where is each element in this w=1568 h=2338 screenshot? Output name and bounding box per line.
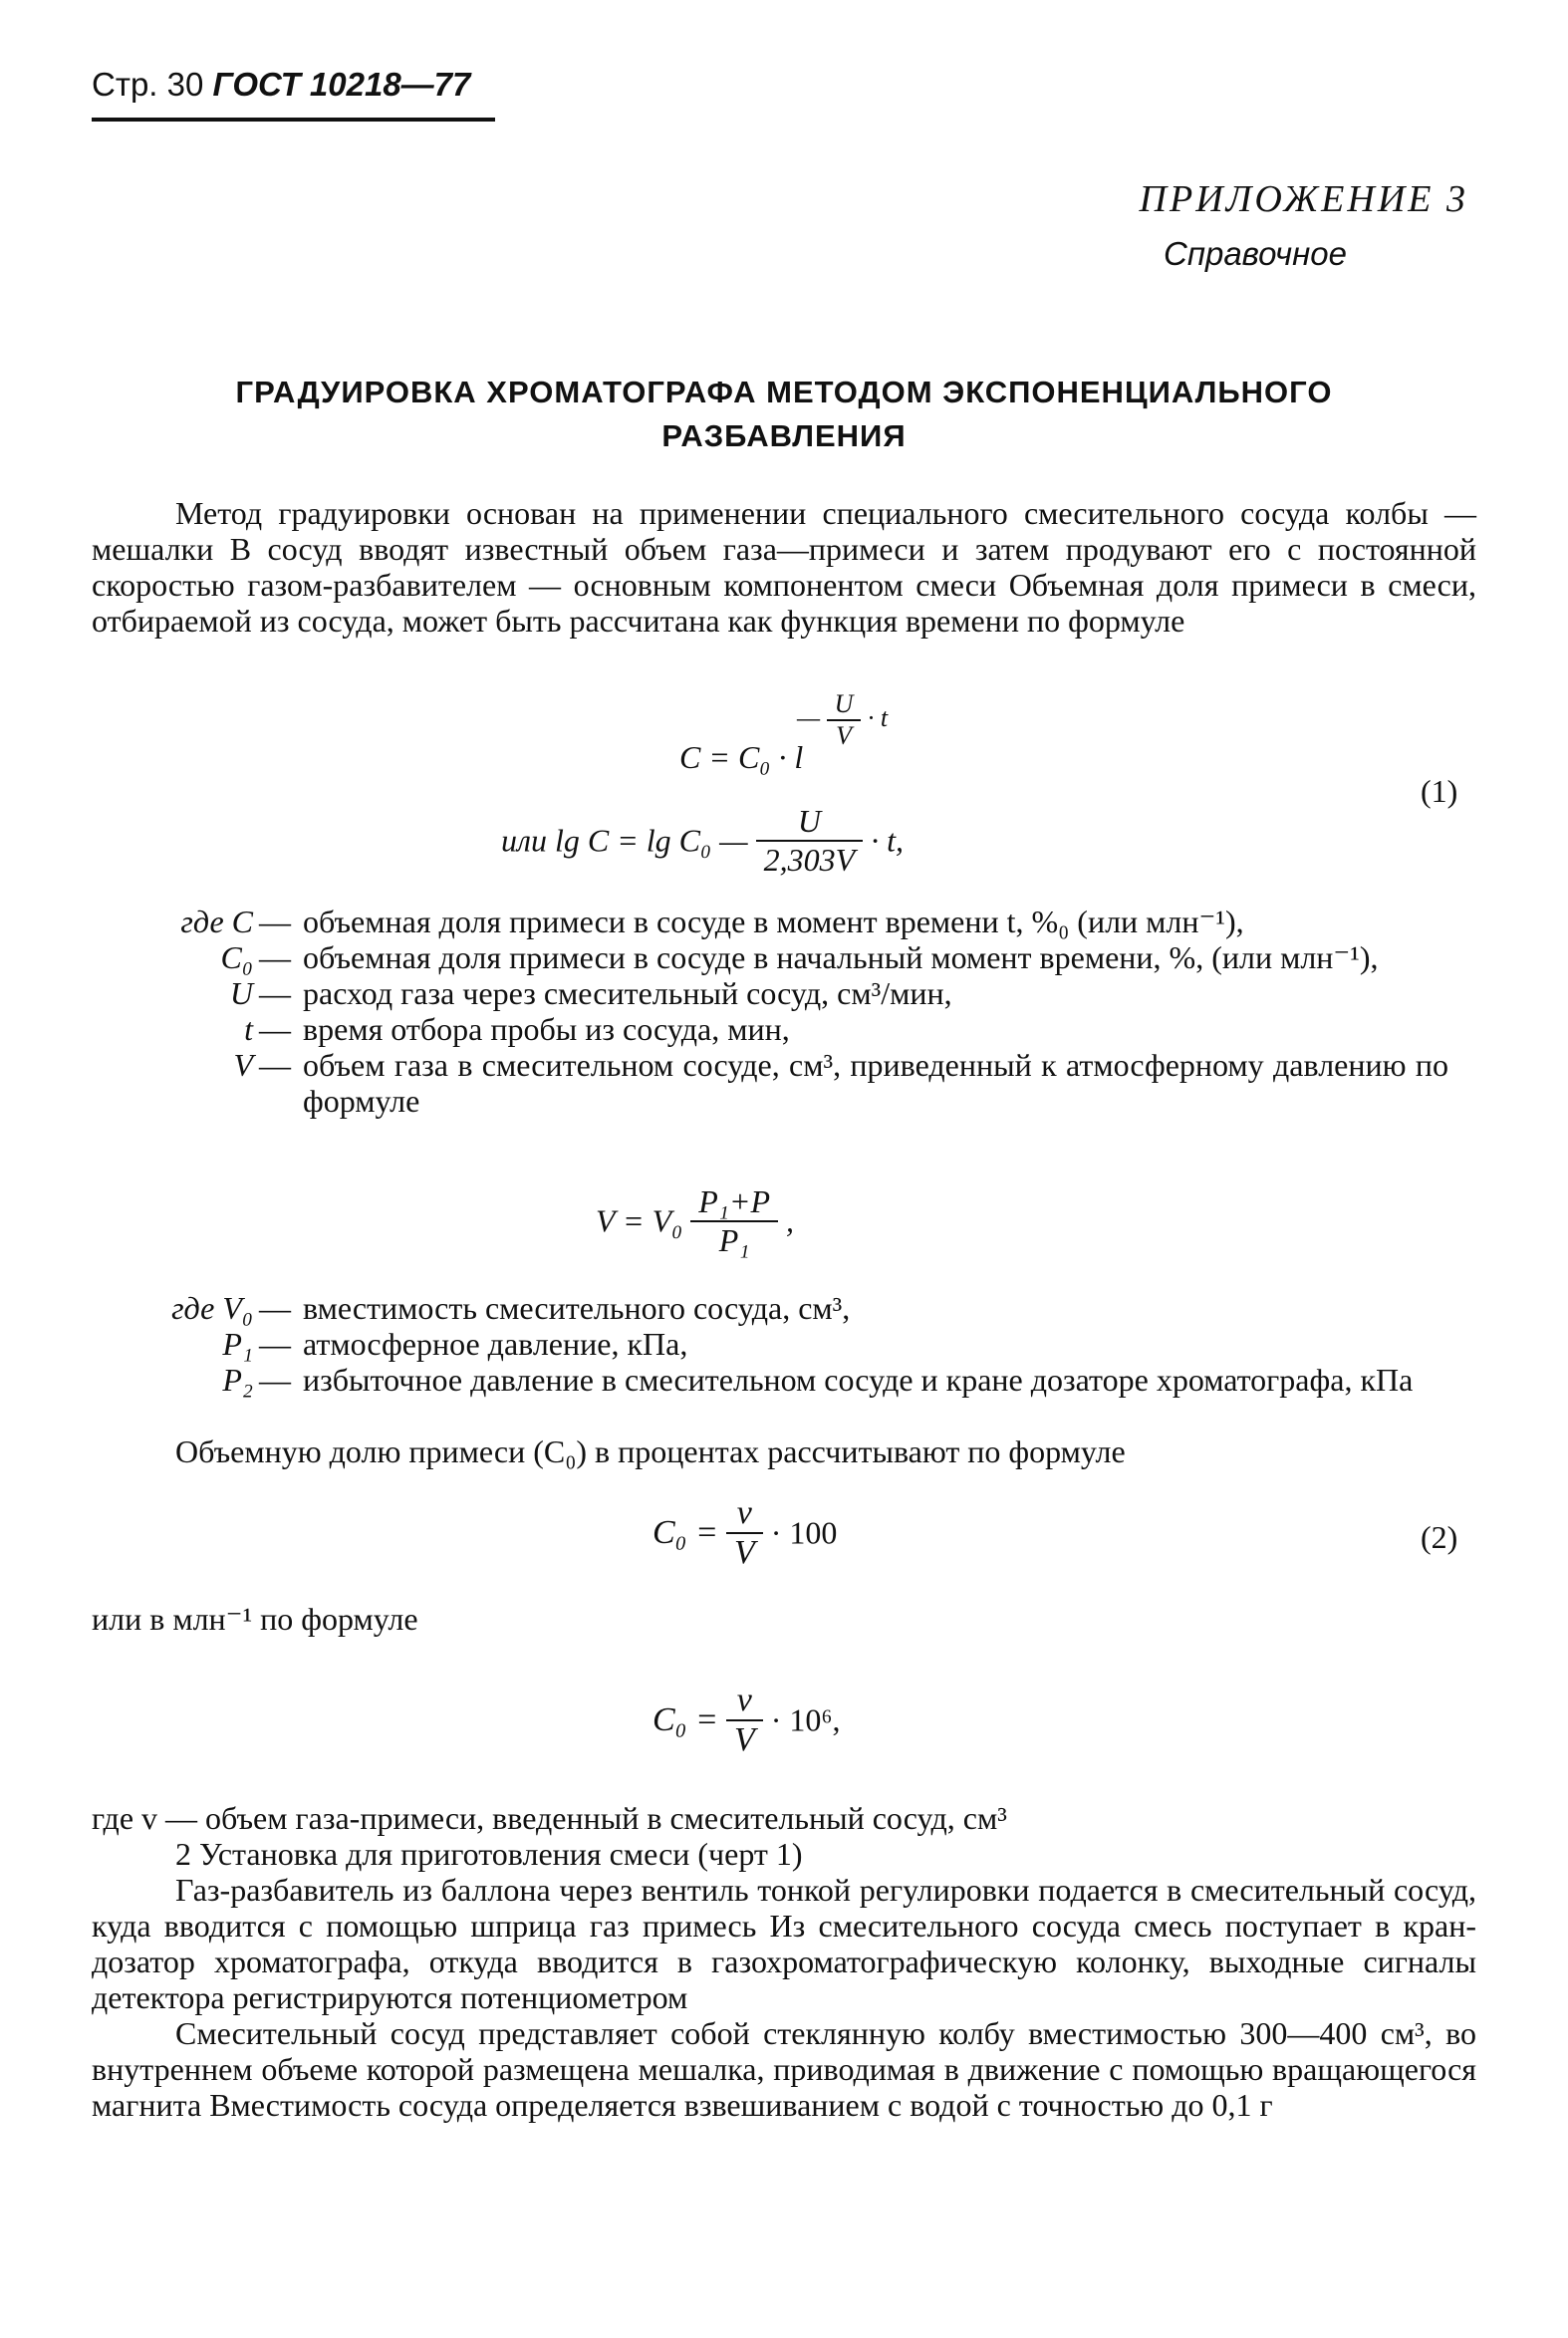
section-2-paragraph-2-text: Смесительный сосуд представляет собой стеклянную колбу вместимостью 300—400 см³, во внутреннем объеме которой размещена мешалка, приводимая в движение с помощью вращающегося магнита Вместимость сосуда определяется взвешиванием с водой с точностью до 0,1 г xyxy=(92,2015,1476,2123)
formula-v-num: P₁+P xyxy=(690,1183,778,1222)
appendix-subtitle: Справочное xyxy=(1163,235,1347,272)
v-definition: где v — объем газа-примеси, введенный в смесительный сосуд, см³ xyxy=(92,1800,1007,1836)
formula-2-num: v xyxy=(726,1494,763,1534)
formula-2-suffix: · 100 xyxy=(770,1514,838,1551)
formula-2-lhs: C₀ = xyxy=(653,1514,718,1551)
formula-3-num: v xyxy=(726,1682,763,1721)
formula-1-alt-den: 2,303V xyxy=(763,842,856,878)
definition-row: P₁ — атмосферное давление, кПа, xyxy=(222,1326,688,1362)
formula-3-den: V xyxy=(733,1721,755,1758)
section-heading xyxy=(0,371,1568,458)
definitions-1 xyxy=(155,904,1448,1119)
formula-1-number: (1) xyxy=(1421,773,1458,809)
definition-row: где V₀ — вместимость смесительного сосуда, см³, xyxy=(171,1290,851,1326)
page-header xyxy=(92,66,470,104)
definitions-2 xyxy=(141,1290,1448,1398)
standard-number: ГОСТ 10218—77 xyxy=(212,66,471,103)
formula-2 xyxy=(653,1494,837,1572)
formula-1-exp-t: · t xyxy=(867,702,889,732)
definition-row: C₀ — объемная доля примеси в сосуде в начальный момент времени, %, (или млн⁻¹), xyxy=(220,939,1379,975)
formula-1-lhs: C = C₀ · l xyxy=(679,739,804,775)
formula-v xyxy=(596,1183,794,1259)
intro-paragraph xyxy=(92,495,1476,639)
formula-3 xyxy=(653,1682,841,1759)
definition-row: где C — объемная доля примеси в сосуде в момент времени t, %₀ (или млн⁻¹), xyxy=(180,904,1244,939)
heading-line-2: РАЗБАВЛЕНИЯ xyxy=(661,418,907,453)
formula-v-suffix: , xyxy=(786,1202,795,1239)
definition-row: t — время отбора пробы из сосуда, мин, xyxy=(244,1011,790,1047)
definition-row: P₂ — избыточное давление в смесительном сосуде и кране дозаторе хроматографа, кПа xyxy=(222,1362,1414,1398)
section-2-paragraph-1 xyxy=(92,1872,1476,2015)
formula-2-number: (2) xyxy=(1421,1519,1458,1555)
section-2-paragraph-1-text: Газ-разбавитель из баллона через вентиль тонкой регулировки подается в смесительный сосуд, куда вводится с помощью шприца газ примесь Из смесительного сосуда смесь поступает в кран-дозатор хроматографа, откуда вводится в газохроматографическую колонку, выходные сигналы детектора регистрируются потенциометром xyxy=(92,1872,1476,2015)
c0-intro: Объемную долю примеси (C₀) в процентах рассчитывают по формуле xyxy=(175,1433,1126,1469)
header-rule xyxy=(92,118,495,122)
formula-1-alt-num: U xyxy=(756,803,864,842)
ppm-intro: или в млн⁻¹ по формуле xyxy=(92,1601,418,1637)
formula-3-lhs: C₀ = xyxy=(653,1701,718,1738)
formula-v-lhs: V = V₀ xyxy=(596,1202,683,1239)
formula-1-alt-suffix: · t, xyxy=(871,822,905,859)
formula-1-alt-prefix: или lg C = lg C₀ — xyxy=(501,822,748,859)
formula-3-suffix: · 10⁶, xyxy=(770,1701,841,1738)
page-number: Стр. 30 xyxy=(92,66,204,103)
formula-1-main xyxy=(679,739,803,776)
heading-line-1: ГРАДУИРОВКА ХРОМАТОГРАФА МЕТОДОМ ЭКСПОНЕНЦИАЛЬНОГО xyxy=(235,375,1333,409)
definition-row: V — объем газа в смесительном сосуде, см³, приведенный к атмосферному давлению по формуле xyxy=(233,1047,1448,1119)
section-2-paragraph-2 xyxy=(92,2015,1476,2123)
section-2-title: 2 Установка для приготовления смеси (черт 1) xyxy=(175,1836,803,1872)
formula-v-den: P₁ xyxy=(718,1222,750,1258)
appendix-title: ПРИЛОЖЕНИЕ 3 xyxy=(1139,178,1468,220)
definition-row: U — расход газа через смесительный сосуд, см³/мин, xyxy=(229,975,952,1011)
formula-1-exponent: — $\frac{U}{V}$ · t xyxy=(797,689,889,750)
intro-text: Метод градуировки основан на применении специального смесительного сосуда колбы — мешалки В сосуд вводят известный объем газа—примеси и затем продувают его с постоянной скоростью газом-разбавителем — основным компонентом смеси Объемная доля примеси в смеси, отбираемой из сосуда, может быть рассчитана как функция времени по формуле xyxy=(92,495,1476,639)
formula-1-exp-num: U xyxy=(827,689,862,721)
formula-1-alt xyxy=(501,803,904,879)
formula-1-exp-den: V xyxy=(836,721,852,750)
formula-2-den: V xyxy=(733,1534,755,1571)
